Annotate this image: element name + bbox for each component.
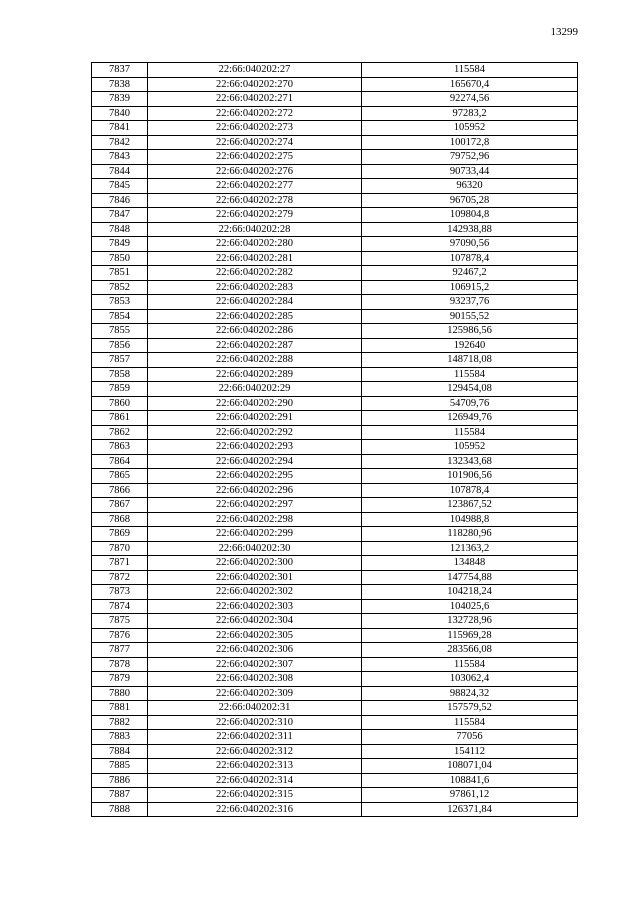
- cadastral-value-cell: 92467,2: [362, 266, 578, 281]
- table-row: [92, 251, 578, 266]
- table-row: [92, 483, 578, 498]
- cadastral-value-cell: 165670,4: [362, 77, 578, 92]
- table-row: [92, 63, 578, 78]
- table-row: [92, 237, 578, 252]
- table-row: [92, 744, 578, 759]
- row-number-cell: 7851: [92, 266, 148, 281]
- cadastral-value-table: [91, 62, 578, 817]
- cadastral-number-cell: 22:66:040202:316: [148, 802, 362, 817]
- row-number-cell: 7842: [92, 135, 148, 150]
- row-number-cell: 7879: [92, 672, 148, 687]
- table-row: [92, 527, 578, 542]
- cadastral-value-cell: 96705,28: [362, 193, 578, 208]
- row-number-cell: 7845: [92, 179, 148, 194]
- cadastral-value-cell: 106915,2: [362, 280, 578, 295]
- table-row: [92, 454, 578, 469]
- cadastral-number-cell: 22:66:040202:299: [148, 527, 362, 542]
- cadastral-value-cell: 90733,44: [362, 164, 578, 179]
- row-number-cell: 7874: [92, 599, 148, 614]
- cadastral-value-cell: 126371,84: [362, 802, 578, 817]
- row-number-cell: 7855: [92, 324, 148, 339]
- table-row: [92, 382, 578, 397]
- cadastral-number-cell: 22:66:040202:302: [148, 585, 362, 600]
- cadastral-number-cell: 22:66:040202:308: [148, 672, 362, 687]
- row-number-cell: 7869: [92, 527, 148, 542]
- cadastral-number-cell: 22:66:040202:311: [148, 730, 362, 745]
- cadastral-value-cell: 97861,12: [362, 788, 578, 803]
- row-number-cell: 7881: [92, 701, 148, 716]
- row-number-cell: 7868: [92, 512, 148, 527]
- cadastral-value-cell: 192640: [362, 338, 578, 353]
- cadastral-value-cell: 126949,76: [362, 411, 578, 426]
- row-number-cell: 7843: [92, 150, 148, 165]
- page-number: 13299: [550, 26, 578, 38]
- table-row: [92, 614, 578, 629]
- row-number-cell: 7846: [92, 193, 148, 208]
- cadastral-number-cell: 22:66:040202:290: [148, 396, 362, 411]
- table-row: [92, 657, 578, 672]
- row-number-cell: 7870: [92, 541, 148, 556]
- cadastral-value-cell: 283566,08: [362, 643, 578, 658]
- cadastral-number-cell: 22:66:040202:29: [148, 382, 362, 397]
- table-row: [92, 411, 578, 426]
- cadastral-number-cell: 22:66:040202:315: [148, 788, 362, 803]
- table-row: [92, 164, 578, 179]
- cadastral-number-cell: 22:66:040202:309: [148, 686, 362, 701]
- cadastral-number-cell: 22:66:040202:275: [148, 150, 362, 165]
- cadastral-number-cell: 22:66:040202:312: [148, 744, 362, 759]
- row-number-cell: 7875: [92, 614, 148, 629]
- cadastral-number-cell: 22:66:040202:288: [148, 353, 362, 368]
- row-number-cell: 7838: [92, 77, 148, 92]
- cadastral-number-cell: 22:66:040202:278: [148, 193, 362, 208]
- row-number-cell: 7876: [92, 628, 148, 643]
- cadastral-value-cell: 134848: [362, 556, 578, 571]
- table-row: [92, 585, 578, 600]
- cadastral-number-cell: 22:66:040202:279: [148, 208, 362, 223]
- row-number-cell: 7882: [92, 715, 148, 730]
- table-row: [92, 309, 578, 324]
- table-row: [92, 599, 578, 614]
- cadastral-value-cell: 118280,96: [362, 527, 578, 542]
- row-number-cell: 7888: [92, 802, 148, 817]
- table-row: [92, 498, 578, 513]
- cadastral-value-cell: 115584: [362, 715, 578, 730]
- cadastral-value-cell: 115969,28: [362, 628, 578, 643]
- cadastral-value-cell: 115584: [362, 367, 578, 382]
- cadastral-value-cell: 107878,4: [362, 251, 578, 266]
- table-row: [92, 440, 578, 455]
- row-number-cell: 7848: [92, 222, 148, 237]
- row-number-cell: 7856: [92, 338, 148, 353]
- cadastral-number-cell: 22:66:040202:271: [148, 92, 362, 107]
- cadastral-number-cell: 22:66:040202:296: [148, 483, 362, 498]
- table-row: [92, 643, 578, 658]
- row-number-cell: 7887: [92, 788, 148, 803]
- cadastral-number-cell: 22:66:040202:284: [148, 295, 362, 310]
- cadastral-number-cell: 22:66:040202:313: [148, 759, 362, 774]
- cadastral-value-cell: 105952: [362, 121, 578, 136]
- cadastral-number-cell: 22:66:040202:300: [148, 556, 362, 571]
- table-row: [92, 106, 578, 121]
- row-number-cell: 7867: [92, 498, 148, 513]
- cadastral-number-cell: 22:66:040202:270: [148, 77, 362, 92]
- cadastral-value-cell: 105952: [362, 440, 578, 455]
- cadastral-value-cell: 148718,08: [362, 353, 578, 368]
- cadastral-number-cell: 22:66:040202:281: [148, 251, 362, 266]
- table-row: [92, 135, 578, 150]
- table-row: [92, 570, 578, 585]
- cadastral-value-cell: 90155,52: [362, 309, 578, 324]
- cadastral-number-cell: 22:66:040202:310: [148, 715, 362, 730]
- row-number-cell: 7861: [92, 411, 148, 426]
- row-number-cell: 7847: [92, 208, 148, 223]
- table-row: [92, 686, 578, 701]
- cadastral-number-cell: 22:66:040202:305: [148, 628, 362, 643]
- cadastral-number-cell: 22:66:040202:27: [148, 63, 362, 78]
- table-row: [92, 788, 578, 803]
- table-body: [92, 63, 578, 817]
- table-row: [92, 759, 578, 774]
- row-number-cell: 7865: [92, 469, 148, 484]
- cadastral-number-cell: 22:66:040202:295: [148, 469, 362, 484]
- table-row: [92, 295, 578, 310]
- cadastral-value-cell: 108841,6: [362, 773, 578, 788]
- table-row: [92, 541, 578, 556]
- cadastral-value-cell: 104218,24: [362, 585, 578, 600]
- table-row: [92, 150, 578, 165]
- table-row: [92, 338, 578, 353]
- row-number-cell: 7872: [92, 570, 148, 585]
- row-number-cell: 7844: [92, 164, 148, 179]
- cadastral-number-cell: 22:66:040202:314: [148, 773, 362, 788]
- cadastral-value-cell: 100172,8: [362, 135, 578, 150]
- cadastral-number-cell: 22:66:040202:30: [148, 541, 362, 556]
- cadastral-value-cell: 115584: [362, 657, 578, 672]
- row-number-cell: 7871: [92, 556, 148, 571]
- table-row: [92, 222, 578, 237]
- row-number-cell: 7841: [92, 121, 148, 136]
- cadastral-value-cell: 103062,4: [362, 672, 578, 687]
- table-row: [92, 715, 578, 730]
- cadastral-number-cell: 22:66:040202:280: [148, 237, 362, 252]
- row-number-cell: 7877: [92, 643, 148, 658]
- row-number-cell: 7880: [92, 686, 148, 701]
- table-row: [92, 324, 578, 339]
- row-number-cell: 7884: [92, 744, 148, 759]
- table-row: [92, 628, 578, 643]
- table-row: [92, 353, 578, 368]
- cadastral-value-cell: 54709,76: [362, 396, 578, 411]
- cadastral-number-cell: 22:66:040202:292: [148, 425, 362, 440]
- cadastral-number-cell: 22:66:040202:31: [148, 701, 362, 716]
- cadastral-number-cell: 22:66:040202:282: [148, 266, 362, 281]
- table-row: [92, 280, 578, 295]
- cadastral-value-cell: 115584: [362, 63, 578, 78]
- cadastral-number-cell: 22:66:040202:283: [148, 280, 362, 295]
- cadastral-number-cell: 22:66:040202:277: [148, 179, 362, 194]
- cadastral-value-cell: 109804,8: [362, 208, 578, 223]
- table-row: [92, 208, 578, 223]
- cadastral-number-cell: 22:66:040202:285: [148, 309, 362, 324]
- cadastral-value-cell: 101906,56: [362, 469, 578, 484]
- cadastral-number-cell: 22:66:040202:298: [148, 512, 362, 527]
- cadastral-value-cell: 132343,68: [362, 454, 578, 469]
- row-number-cell: 7850: [92, 251, 148, 266]
- table-row: [92, 469, 578, 484]
- cadastral-value-cell: 96320: [362, 179, 578, 194]
- table-row: [92, 773, 578, 788]
- table-row: [92, 179, 578, 194]
- table-row: [92, 802, 578, 817]
- cadastral-value-cell: 107878,4: [362, 483, 578, 498]
- cadastral-value-cell: 147754,88: [362, 570, 578, 585]
- table-row: [92, 121, 578, 136]
- cadastral-value-cell: 104988,8: [362, 512, 578, 527]
- cadastral-value-cell: 154112: [362, 744, 578, 759]
- cadastral-number-cell: 22:66:040202:272: [148, 106, 362, 121]
- row-number-cell: 7858: [92, 367, 148, 382]
- cadastral-number-cell: 22:66:040202:291: [148, 411, 362, 426]
- cadastral-number-cell: 22:66:040202:276: [148, 164, 362, 179]
- table-row: [92, 556, 578, 571]
- cadastral-value-cell: 79752,96: [362, 150, 578, 165]
- cadastral-number-cell: 22:66:040202:306: [148, 643, 362, 658]
- row-number-cell: 7878: [92, 657, 148, 672]
- cadastral-number-cell: 22:66:040202:274: [148, 135, 362, 150]
- cadastral-number-cell: 22:66:040202:294: [148, 454, 362, 469]
- cadastral-value-cell: 157579,52: [362, 701, 578, 716]
- row-number-cell: 7837: [92, 63, 148, 78]
- table-row: [92, 266, 578, 281]
- row-number-cell: 7883: [92, 730, 148, 745]
- table-row: [92, 425, 578, 440]
- cadastral-number-cell: 22:66:040202:28: [148, 222, 362, 237]
- row-number-cell: 7839: [92, 92, 148, 107]
- row-number-cell: 7859: [92, 382, 148, 397]
- row-number-cell: 7860: [92, 396, 148, 411]
- cadastral-number-cell: 22:66:040202:273: [148, 121, 362, 136]
- row-number-cell: 7886: [92, 773, 148, 788]
- table-row: [92, 77, 578, 92]
- cadastral-number-cell: 22:66:040202:286: [148, 324, 362, 339]
- cadastral-value-cell: 97283,2: [362, 106, 578, 121]
- cadastral-value-cell: 129454,08: [362, 382, 578, 397]
- cadastral-value-cell: 104025,6: [362, 599, 578, 614]
- cadastral-number-cell: 22:66:040202:303: [148, 599, 362, 614]
- table-row: [92, 396, 578, 411]
- cadastral-number-cell: 22:66:040202:304: [148, 614, 362, 629]
- cadastral-value-cell: 121363,2: [362, 541, 578, 556]
- table-row: [92, 193, 578, 208]
- cadastral-value-cell: 132728,96: [362, 614, 578, 629]
- row-number-cell: 7885: [92, 759, 148, 774]
- row-number-cell: 7863: [92, 440, 148, 455]
- cadastral-value-cell: 108071,04: [362, 759, 578, 774]
- row-number-cell: 7853: [92, 295, 148, 310]
- cadastral-number-cell: 22:66:040202:297: [148, 498, 362, 513]
- row-number-cell: 7840: [92, 106, 148, 121]
- row-number-cell: 7866: [92, 483, 148, 498]
- cadastral-value-cell: 77056: [362, 730, 578, 745]
- row-number-cell: 7852: [92, 280, 148, 295]
- cadastral-value-cell: 93237,76: [362, 295, 578, 310]
- table-row: [92, 672, 578, 687]
- row-number-cell: 7864: [92, 454, 148, 469]
- cadastral-value-cell: 125986,56: [362, 324, 578, 339]
- table-row: [92, 367, 578, 382]
- cadastral-number-cell: 22:66:040202:289: [148, 367, 362, 382]
- row-number-cell: 7862: [92, 425, 148, 440]
- cadastral-number-cell: 22:66:040202:301: [148, 570, 362, 585]
- cadastral-value-cell: 92274,56: [362, 92, 578, 107]
- cadastral-value-cell: 142938,88: [362, 222, 578, 237]
- row-number-cell: 7873: [92, 585, 148, 600]
- table-row: [92, 512, 578, 527]
- row-number-cell: 7854: [92, 309, 148, 324]
- cadastral-value-cell: 115584: [362, 425, 578, 440]
- table-row: [92, 730, 578, 745]
- row-number-cell: 7849: [92, 237, 148, 252]
- table-row: [92, 701, 578, 716]
- cadastral-value-cell: 98824,32: [362, 686, 578, 701]
- table-row: [92, 92, 578, 107]
- row-number-cell: 7857: [92, 353, 148, 368]
- cadastral-number-cell: 22:66:040202:293: [148, 440, 362, 455]
- cadastral-number-cell: 22:66:040202:287: [148, 338, 362, 353]
- cadastral-number-cell: 22:66:040202:307: [148, 657, 362, 672]
- cadastral-value-cell: 123867,52: [362, 498, 578, 513]
- cadastral-value-cell: 97090,56: [362, 237, 578, 252]
